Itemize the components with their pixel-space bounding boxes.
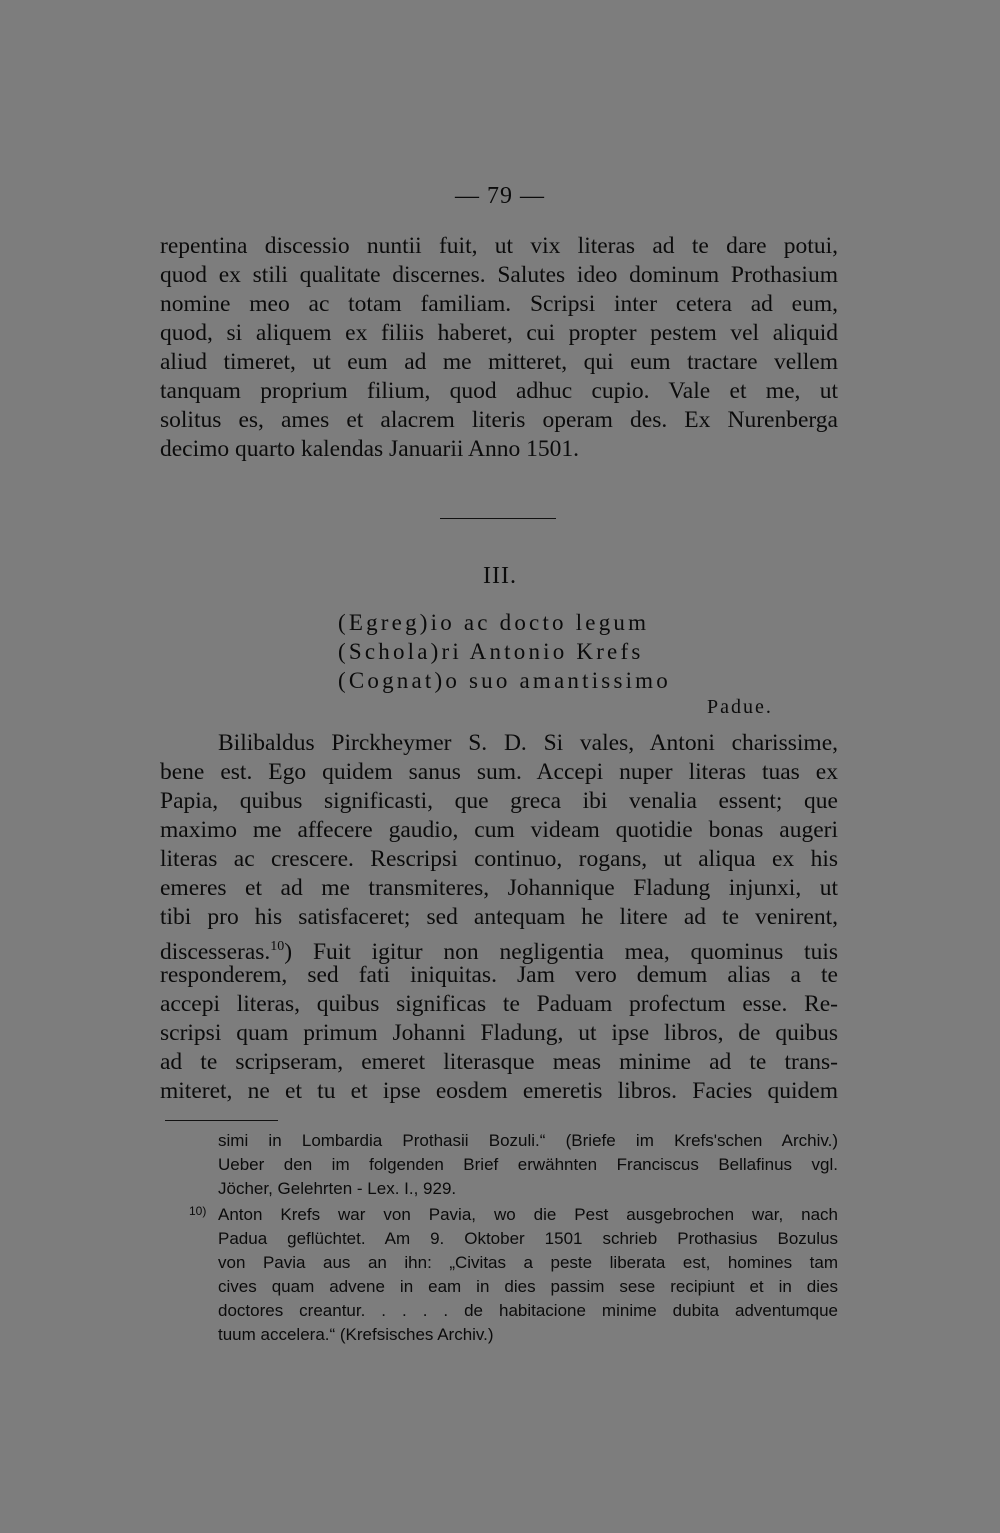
text-segment: ) Fuit igitur non negligentia mea, quominus tuis <box>284 938 838 965</box>
text-line: solitus es, ames et alacrem literis operam des. Ex Nurenberga <box>160 407 838 433</box>
text-line: emeres et ad me transmiteres, Johannique Fladung injunxi, ut <box>160 875 838 901</box>
text-line: scripsi quam primum Johanni Fladung, ut ipse libros, de quibus <box>160 1020 838 1046</box>
text-line: tanquam proprium filium, quod adhuc cupio. Vale et me, ut <box>160 378 838 404</box>
text-line: decimo quarto kalendas Januarii Anno 1501. <box>160 436 579 462</box>
footnote-line: Jöcher, Gelehrten - Lex. I., 929. <box>218 1179 457 1198</box>
text-line: bene est. Ego quidem sanus sum. Accepi nuper literas tuas ex <box>160 759 838 785</box>
text-line: responderem, sed fati iniquitas. Jam vero demum alias a te <box>160 962 838 988</box>
footnote-line: Anton Krefs war von Pavia, wo die Pest ausgebrochen war, nach <box>218 1205 838 1224</box>
text-line: accepi literas, quibus significas te Paduam profectum esse. Re- <box>160 991 838 1017</box>
address-line: (Schola)ri Antonio Krefs <box>338 639 644 664</box>
text-line: literas ac crescere. Rescripsi continuo, rogans, ut aliqua ex his <box>160 846 838 872</box>
text-line: aliud timeret, ut eum ad me mitteret, qui eum tractare vellem <box>160 349 838 375</box>
footnote-line: Ueber den im folgenden Brief erwähnten Franciscus Bellafinus vgl. <box>218 1155 838 1174</box>
address-line: (Egreg)io ac docto legum <box>338 610 650 635</box>
text-line: nomine meo ac totam familiam. Scripsi inter cetera ad eum, <box>160 291 838 317</box>
text-line: quod, si aliquem ex filiis haberet, cui propter pestem vel aliquid <box>160 320 838 346</box>
text-line: tibi pro his satisfaceret; sed antequam he litere ad te venirent, <box>160 904 838 930</box>
section-divider <box>440 518 556 519</box>
footnote-line: cives quam advene in eam in dies passim sese recipiunt et in dies <box>218 1277 838 1296</box>
page-number: — 79 — <box>455 183 545 209</box>
address-line: (Cognat)o suo amantissimo <box>338 668 671 693</box>
text-segment: discesseras. <box>160 938 271 965</box>
footnote-separator <box>165 1120 278 1121</box>
text-line: Papia, quibus significasti, que greca ibi venalia essent; que <box>160 788 838 814</box>
text-line: maximo me affecere gaudio, cum videam quotidie bonas augeri <box>160 817 838 843</box>
footnote-number: 10) <box>189 1204 207 1218</box>
text-line: ad te scripseram, emeret literasque meas minime ad te trans- <box>160 1049 838 1075</box>
text-line: Bilibaldus Pirckheymer S. D. Si vales, Antoni charissime, <box>218 730 838 756</box>
footnote-ref-mark: 10 <box>270 939 285 954</box>
text-line: miteret, ne et tu et ipse eosdem emeretis libros. Facies quidem <box>160 1078 838 1104</box>
section-heading: III. <box>483 563 517 589</box>
address-place: Padue. <box>707 696 773 718</box>
footnote-line: tuum accelera.“ (Krefsisches Archiv.) <box>218 1325 494 1344</box>
footnote-line: von Pavia aus an ihn: „Civitas a peste liberata est, homines tam <box>218 1253 838 1272</box>
footnote-line: Padua geflüchtet. Am 9. Oktober 1501 schrieb Prothasius Bozulus <box>218 1229 838 1248</box>
text-line: quod ex stili qualitate discernes. Salutes ideo dominum Prothasium <box>160 262 838 288</box>
text-line: repentina discessio nuntii fuit, ut vix literas ad te dare potui, <box>160 233 838 259</box>
footnote-line: doctores creantur. . . . . de habitacione minime dubita adventumque <box>218 1301 838 1320</box>
footnote-line: simi in Lombardia Prothasii Bozuli.“ (Briefe im Krefs'schen Archiv.) <box>218 1131 838 1150</box>
